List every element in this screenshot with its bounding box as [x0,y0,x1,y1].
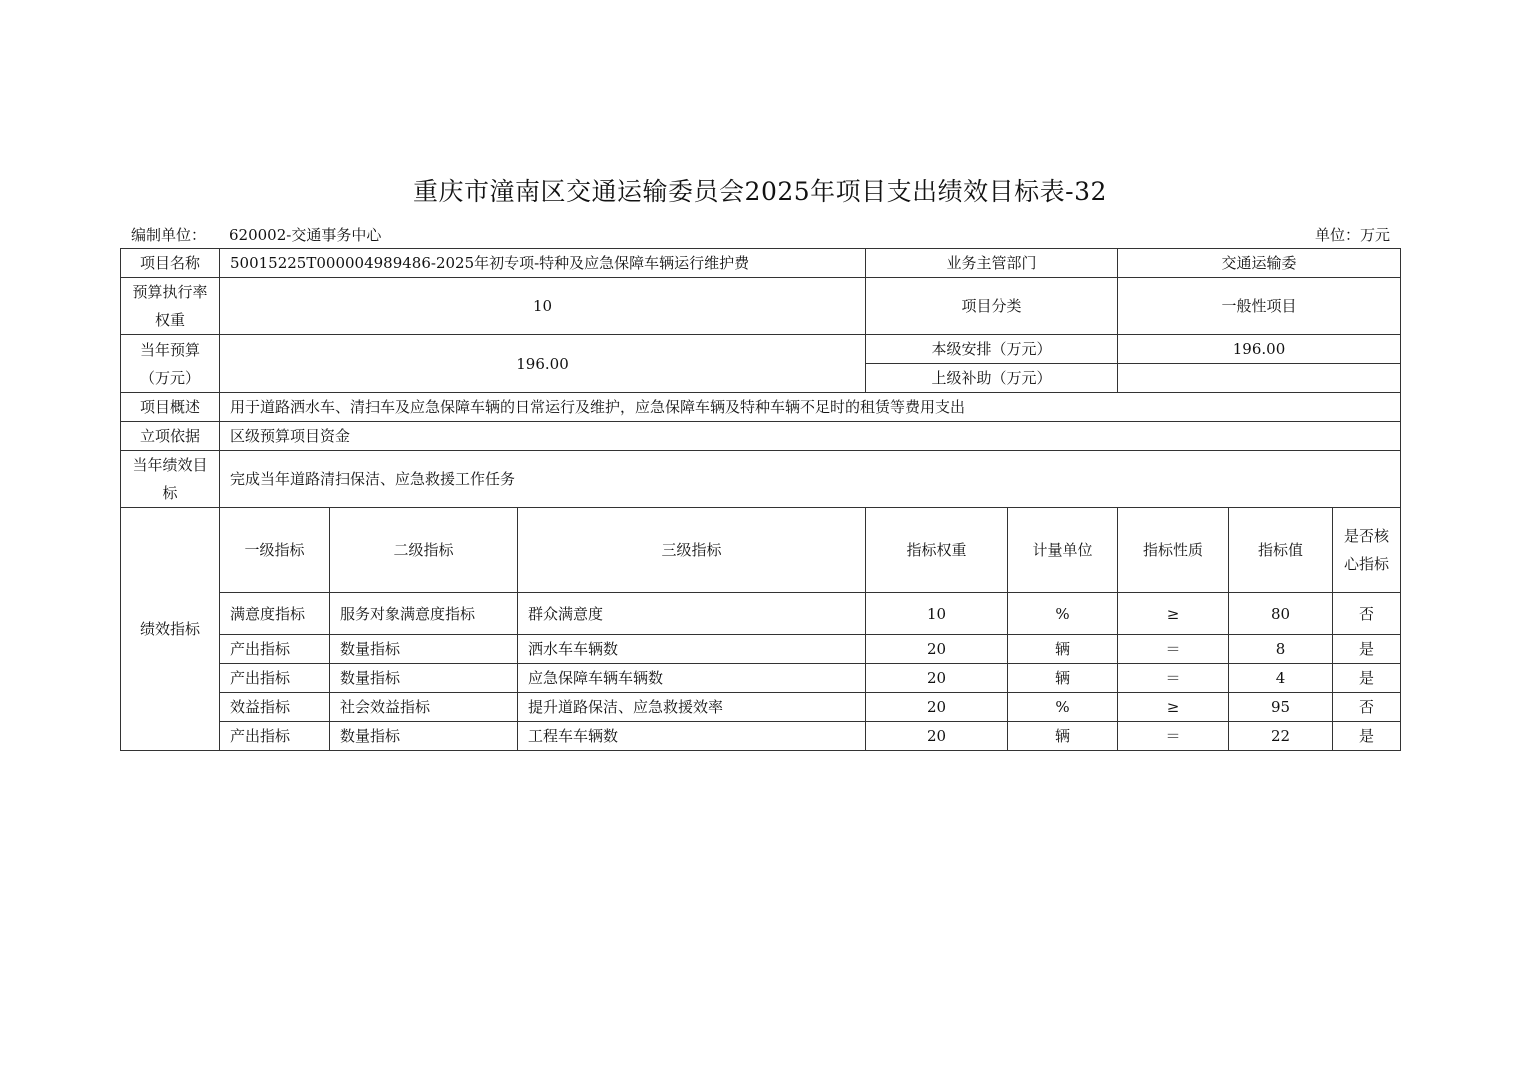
indicator-weight: 20 [866,635,1008,664]
header-unit: 计量单位 [1008,508,1118,593]
org-info [131,224,381,245]
header-value: 指标值 [1229,508,1333,593]
indicator-row [121,635,1401,664]
indicator-l2: 数量指标 [330,664,518,693]
indicator-core: 是 [1333,664,1401,693]
basis-label: 立项依据 [121,422,220,451]
local-label: 本级安排（万元） [866,335,1118,364]
indicator-l3: 工程车车辆数 [518,722,866,751]
header-l2: 二级指标 [330,508,518,593]
project-name-label: 项目名称 [121,249,220,278]
indicator-weight: 20 [866,664,1008,693]
indicator-unit: 辆 [1008,722,1118,751]
indicator-row [121,693,1401,722]
row-overview [121,393,1401,422]
unit-label: 单位：万元 [1314,226,1390,244]
category-label: 项目分类 [866,278,1118,335]
indicator-l2: 数量指标 [330,635,518,664]
header-weight: 指标权重 [866,508,1008,593]
project-name-value: 50015225T000004989486-2025年初专项-特种及应急保障车辆运行维护费 [220,249,866,278]
indicator-l1: 效益指标 [220,693,330,722]
indicator-l1: 产出指标 [220,722,330,751]
indicator-l1: 产出指标 [220,664,330,693]
header-nature: 指标性质 [1118,508,1229,593]
weight-value: 10 [220,278,866,335]
indicator-unit: 辆 [1008,635,1118,664]
upper-label: 上级补助（万元） [866,364,1118,393]
indicator-core: 是 [1333,635,1401,664]
indicator-l2: 数量指标 [330,722,518,751]
dept-label: 业务主管部门 [866,249,1118,278]
indicator-core: 是 [1333,722,1401,751]
indicator-value: 22 [1229,722,1333,751]
perf-label: 绩效指标 [121,508,220,751]
indicator-value: 80 [1229,593,1333,635]
local-value: 196.00 [1118,335,1401,364]
upper-value [1118,364,1401,393]
indicator-row [121,664,1401,693]
indicator-nature: ≥ [1118,693,1229,722]
performance-table [120,248,1401,751]
goal-label: 当年绩效目标 [121,451,220,508]
header-core: 是否核心指标 [1333,508,1401,593]
header-l1: 一级指标 [220,508,330,593]
indicator-l1: 满意度指标 [220,593,330,635]
budget-label: 当年预算（万元） [121,335,220,393]
indicator-nature: ＝ [1118,664,1229,693]
indicator-nature: ＝ [1118,722,1229,751]
indicator-unit: % [1008,693,1118,722]
budget-value: 196.00 [220,335,866,393]
org-value: 620002-交通事务中心 [229,226,382,244]
row-weight [121,278,1401,335]
indicator-nature: ＝ [1118,635,1229,664]
goal-value: 完成当年道路清扫保洁、应急救援工作任务 [220,451,1401,508]
indicator-weight: 20 [866,722,1008,751]
indicator-core: 否 [1333,593,1401,635]
indicator-weight: 20 [866,693,1008,722]
indicator-row [121,593,1401,635]
overview-value: 用于道路洒水车、清扫车及应急保障车辆的日常运行及维护，应急保障车辆及特种车辆不足时的租赁等费用支出 [220,393,1401,422]
page-title: 重庆市潼南区交通运输委员会2025年项目支出绩效目标表-32 [413,177,1107,206]
org-label: 编制单位： [131,226,207,244]
header-l3: 三级指标 [518,508,866,593]
indicator-row [121,722,1401,751]
category-value: 一般性项目 [1118,278,1401,335]
overview-label: 项目概述 [121,393,220,422]
indicator-l3: 提升道路保洁、应急救援效率 [518,693,866,722]
indicator-nature: ≥ [1118,593,1229,635]
indicator-unit: % [1008,593,1118,635]
indicator-core: 否 [1333,693,1401,722]
indicator-l3: 群众满意度 [518,593,866,635]
indicator-value: 95 [1229,693,1333,722]
indicator-header-row [121,508,1401,593]
indicator-weight: 10 [866,593,1008,635]
indicator-l1: 产出指标 [220,635,330,664]
indicator-l2: 服务对象满意度指标 [330,593,518,635]
row-budget-local [121,335,1401,364]
indicator-l3: 洒水车车辆数 [518,635,866,664]
row-basis [121,422,1401,451]
indicator-value: 8 [1229,635,1333,664]
weight-label: 预算执行率权重 [121,278,220,335]
row-project-name [121,249,1401,278]
indicator-value: 4 [1229,664,1333,693]
row-goal [121,451,1401,508]
indicator-unit: 辆 [1008,664,1118,693]
indicator-l2: 社会效益指标 [330,693,518,722]
indicator-l3: 应急保障车辆车辆数 [518,664,866,693]
dept-value: 交通运输委 [1118,249,1401,278]
basis-value: 区级预算项目资金 [220,422,1401,451]
